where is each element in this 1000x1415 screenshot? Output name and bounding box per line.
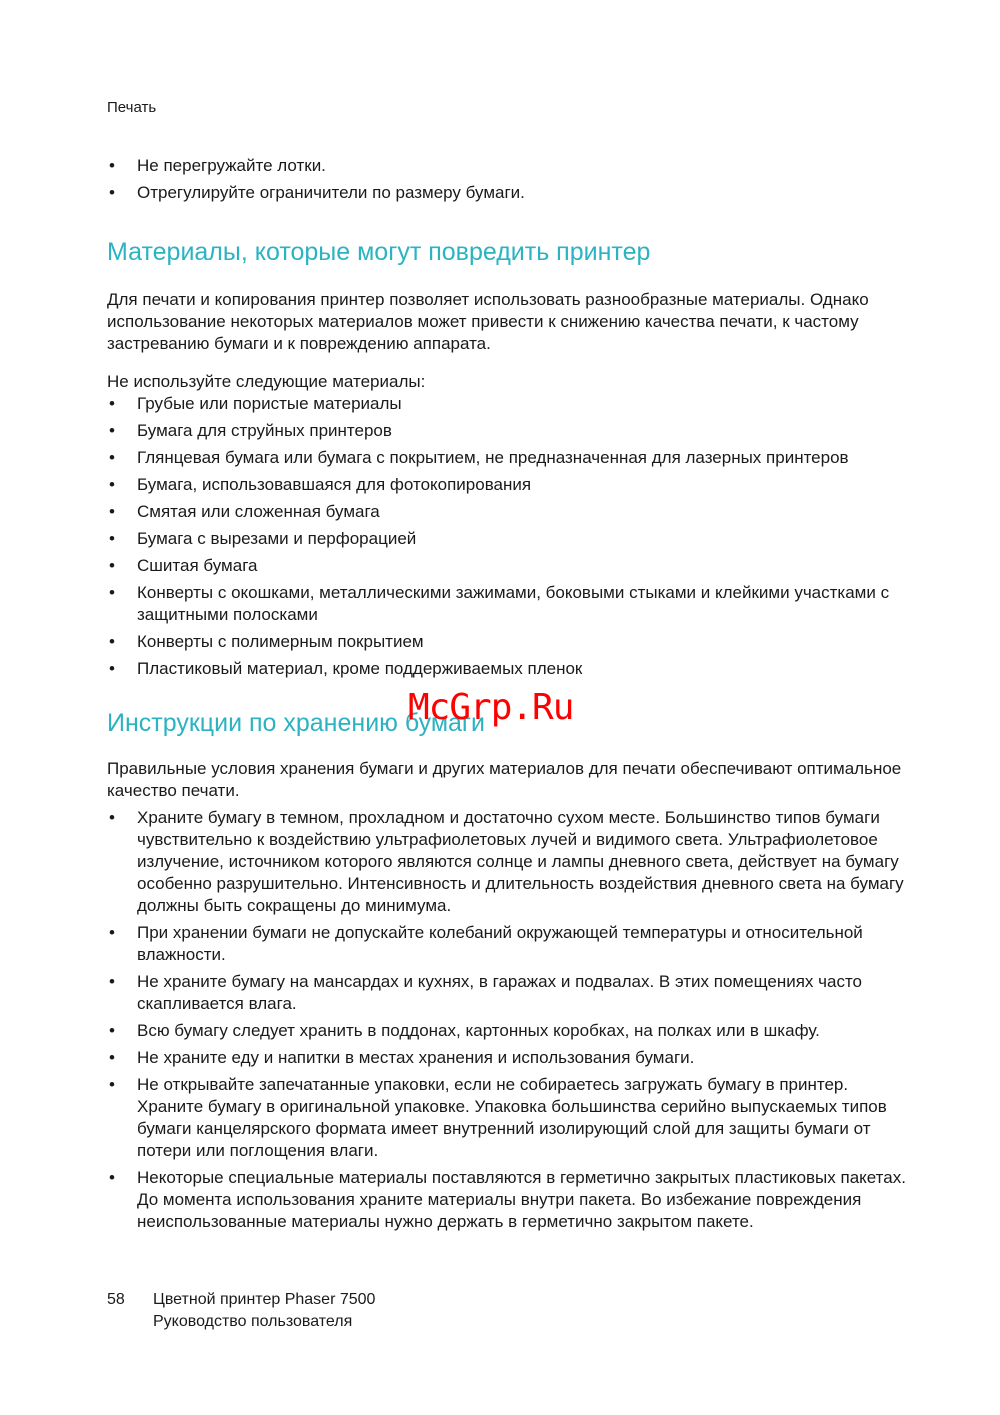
list-item: • При хранении бумаги не допускайте колебаний окружающей температуры и относительной влажности. [107,922,907,966]
list-item: • Не перегружайте лотки. [107,155,907,177]
list-item: • Не храните еду и напитки в местах хранения и использования бумаги. [107,1047,907,1069]
list-item: • Пластиковый материал, кроме поддерживаемых пленок [107,658,907,680]
list-item: • Сшитая бумага [107,555,907,577]
section-heading-storage: Инструкции по хранению бумаги [107,709,486,737]
list-item: • Некоторые специальные материалы поставляются в герметично закрытых пластиковых пакетах. До момента использования храните материалы внутри пакета. Во избежание повреждения неиспользованные материалы нужно держать в герметично закрытом пакете. [107,1167,907,1233]
storage-list [107,807,907,1233]
product-name: Цветной принтер Phaser 7500 [153,1291,376,1308]
list-item: • Бумага с вырезами и перфорацией [107,528,907,550]
list-item: • Не храните бумагу на мансардах и кухнях, в гаражах и подвалах. В этих помещениях часто скапливается влага. [107,971,907,1015]
footer-text [153,1289,375,1333]
page-number: 58 [107,1291,125,1308]
materials-lead: Не используйте следующие материалы: [107,372,426,391]
list-item: • Храните бумагу в темном, прохладном и достаточно сухом месте. Большинство типов бумаги чувствительно к воздействию ультрафиолетовых лучей и видимого света. Ультрафиолетовое излучение, источником которого являются солнце и лампы дневного света, действует на бумагу особенно разрушительно. Интенсивность и длительность воздействия дневного света на бумагу должны быть сокращены до минимума. [107,807,907,917]
list-item: • Грубые или пористые материалы [107,393,907,415]
list-item: • Всю бумагу следует хранить в поддонах, картонных коробках, на полках или в шкафу. [107,1020,907,1042]
document-title: Руководство пользователя [153,1313,353,1330]
list-item: • Не открывайте запечатанные упаковки, если не собираетесь загружать бумагу в принтер. Храните бумагу в оригинальной упаковке. Упаковка большинства серийно выпускаемых типов бумаги канцелярского формата имеет внутренний изолирующий слой для защиты бумаги от потери или поглощения влаги. [107,1074,907,1162]
storage-intro: Правильные условия хранения бумаги и других материалов для печати обеспечивают оптимальное качество печати. [107,759,902,800]
watermark: McGrp.Ru [408,687,574,728]
running-header: Печать [107,99,157,116]
materials-intro: Для печати и копирования принтер позволяет использовать разнообразные материалы. Однако использование некоторых материалов может привести к снижению качества печати, к частому застреванию бумаги и к повреждению аппарата. [107,290,869,353]
list-item: • Отрегулируйте ограничители по размеру бумаги. [107,182,907,204]
section-heading-materials: Материалы, которые могут повредить принтер [107,238,651,266]
list-item: • Конверты с окошками, металлическими зажимами, боковыми стыками и клейкими участками с защитными полосками [107,582,907,626]
list-item: • Бумага, использовавшаяся для фотокопирования [107,474,907,496]
list-item: • Бумага для струйных принтеров [107,420,907,442]
materials-list [107,393,907,680]
top-bullet-list [107,155,907,204]
list-item: • Смятая или сложенная бумага [107,501,907,523]
list-item: • Глянцевая бумага или бумага с покрытием, не предназначенная для лазерных принтеров [107,447,907,469]
list-item: • Конверты с полимерным покрытием [107,631,907,653]
